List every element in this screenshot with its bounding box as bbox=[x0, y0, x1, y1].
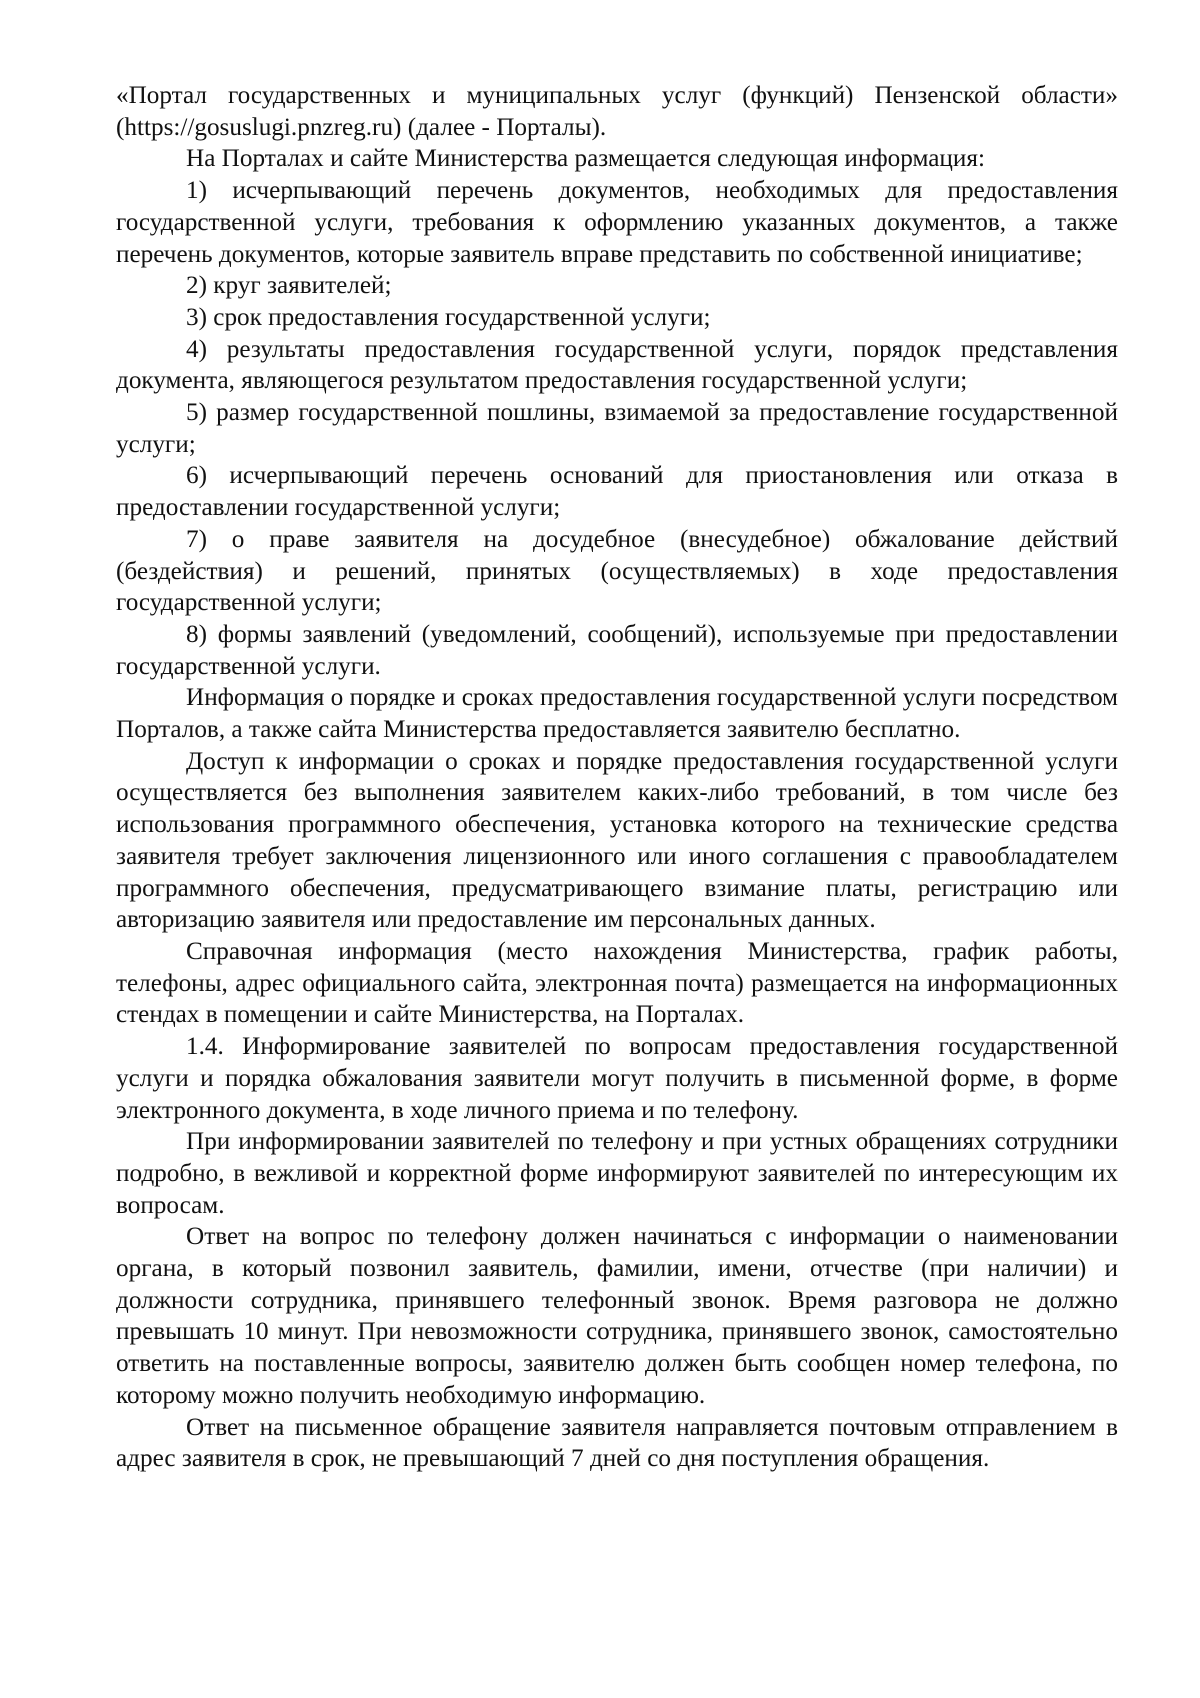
list-item-8: 8) формы заявлений (уведомлений, сообщений), используемые при предоставлении государственной услуги. bbox=[116, 620, 1118, 680]
paragraph-info-intro: На Порталах и сайте Министерства размещается следующая информация: bbox=[186, 145, 985, 173]
paragraph-free-info: Информация о порядке и сроках предоставления государственной услуги посредством Порталов, а также сайта Министерства предоставляется заявителю бесплатно. bbox=[116, 684, 1118, 744]
paragraph-written-answer: Ответ на письменное обращение заявителя направляется почтовым отправлением в адрес заявителя в срок, не превышающий 7 дней со дня поступления обращения. bbox=[116, 1413, 1118, 1473]
list-item-7: 7) о праве заявителя на досудебное (внесудебное) обжалование действий (бездействия) и решений, принятых (осуществляемых) в ходе предоставления государственной услуги; bbox=[116, 525, 1118, 617]
list-item-2: 2) круг заявителей; bbox=[186, 272, 392, 300]
list-item-3: 3) срок предоставления государственной услуги; bbox=[186, 303, 711, 331]
paragraph-phone-answer: Ответ на вопрос по телефону должен начинаться с информации о наименовании органа, в который позвонил заявитель, фамилии, имени, отчестве (при наличии) и должности сотрудника, принявшего телефонный звонок. Время разговора не должно превышать 10 минут. При невозможности сотрудника, принявшего звонок, самостоятельно ответить на поставленные вопросы, заявителю должен быть сообщен номер телефона, по которому можно получить необходимую информацию. bbox=[116, 1223, 1118, 1409]
list-item-5: 5) размер государственной пошлины, взимаемой за предоставление государственной услуги; bbox=[116, 399, 1118, 458]
list-item-6: 6) исчерпывающий перечень оснований для приостановления или отказа в предоставлении государственной услуги; bbox=[116, 462, 1118, 522]
paragraph-access: Доступ к информации о сроках и порядке предоставления государственной услуги осуществляется без выполнения заявителем каких-либо требований, в том числе без использования программного обеспечения, установка которого на технические средства заявителя требует заключения лицензионного или иного соглашения с правообладателем программного обеспечения, предусматривающего взимание платы, регистрацию или авторизацию заявителя или предоставление им персональных данных. bbox=[116, 747, 1118, 934]
paragraph-section-1-4: 1.4. Информирование заявителей по вопросам предоставления государственной услуги и порядка обжалования заявители могут получить в письменной форме, в форме электронного документа, в ходе личного приема и по телефону. bbox=[116, 1033, 1118, 1124]
paragraph-phone-info: При информировании заявителей по телефону и при устных обращениях сотрудники подробно, в вежливой и корректной форме информируют заявителей по интересующим их вопросам. bbox=[116, 1128, 1118, 1219]
list-item-1: 1) исчерпывающий перечень документов, необходимых для предоставления государственной услуги, требования к оформлению указанных документов, а также перечень документов, которые заявитель вправе представить по собственной инициативе; bbox=[116, 177, 1118, 268]
document-body bbox=[116, 80, 1118, 1475]
paragraph-portal-name: «Портал государственных и муниципальных услуг (функций) Пензенской области» (https://gosuslugi.pnzreg.ru) (далее - Порталы). bbox=[116, 82, 1118, 141]
list-item-4: 4) результаты предоставления государственной услуги, порядок представления документа, являющегося результатом предоставления государственной услуги; bbox=[116, 335, 1118, 395]
paragraph-reference-info: Справочная информация (место нахождения Министерства, график работы, телефоны, адрес официального сайта, электронная почта) размещается на информационных стендах в помещении и сайте Министерства, на Порталах. bbox=[116, 937, 1118, 1029]
